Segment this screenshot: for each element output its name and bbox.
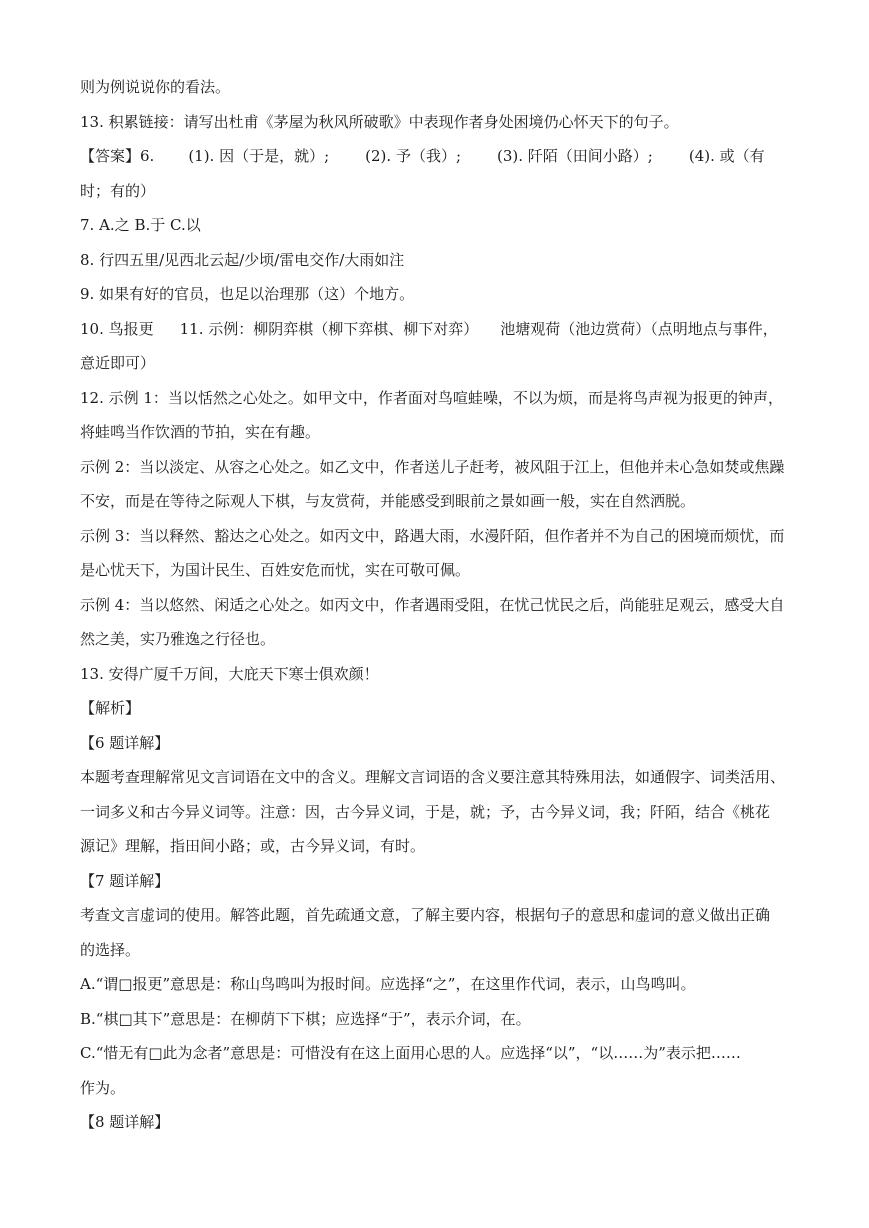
answer-line-6 (80, 139, 792, 174)
text-line: 时；有的） (80, 181, 156, 200)
text-line: 然之美，实乃雅逸之行径也。 (80, 630, 276, 648)
answer-9: 9. 如果有好的官员，也足以治理那（这）个地方。 (80, 285, 415, 303)
answer-12-example-2: 示例 2：当以淡定、从容之心处之。如乙文中，作者送儿子赶考，被风阻于江上，但他并未心急如焚或焦躁 (80, 457, 785, 476)
text-line: 一词多义和古今异义词等。注意：因，古今异义词，于是，就；予，古今异义词，我；阡陌，结合《桃花 (80, 802, 771, 821)
text-line: 作为。 (80, 1078, 126, 1097)
text-line: 不安，而是在等待之际观人下棋，与友赏荷，并能感受到眼前之景如画一般，实在自然洒脱。 (80, 492, 696, 510)
answer-8: 8. 行四五里/见西北云起/少顷/雷电交作/大雨如注 (80, 250, 405, 269)
text-line: 则为例说说你的看法。 (80, 78, 231, 96)
answer-11-cont: 池塘观荷（池边赏荷）（点明地点与事件， (500, 319, 778, 338)
answer-item: (2). 予（我）; (365, 147, 461, 165)
section-heading-analysis: 【解析】 (80, 699, 141, 717)
section-heading-q8: 【8 题详解】 (80, 1113, 170, 1131)
option-b-explanation: B.“棋□其下”意思是：在柳荫下下棋；应选择“于”，表示介词，在。 (80, 1009, 531, 1028)
document-page (80, 70, 792, 1140)
text-line: 的选择。 (80, 940, 141, 959)
answer-10: 10. 鸟报更 (80, 319, 154, 338)
text-line: 源记》理解，指田间小路；或，古今异义词，有时。 (80, 837, 426, 855)
text-line: 意近即可） (80, 354, 156, 372)
answer-item: (4). 或（有 (688, 147, 765, 165)
answer-label: 【答案】6. (80, 147, 155, 165)
text-line: 是心忧天下，为国计民生、百姓安危而忧，实在可敬可佩。 (80, 561, 471, 579)
answer-12-example-4: 示例 4：当以悠然、闲适之心处之。如丙文中，作者遇雨受阻，在忧己忧民之后，尚能驻足观云，感受大自 (80, 595, 785, 614)
answer-7: 7. A.之 B.于 C.以 (80, 216, 201, 234)
text-line: 考查文言虚词的使用。解答此题，首先疏通文意，了解主要内容，根据句子的意思和虚词的意义做出正确 (80, 906, 771, 924)
text-line: 本题考查理解常见文言词语在文中的含义。理解文言词语的含义要注意其特殊用法，如通假字、词类活用、 (80, 768, 786, 786)
answer-item: (3). 阡陌（田间小路）; (497, 147, 653, 165)
text-line: 将蛙鸣当作饮酒的节拍，实在有趣。 (80, 423, 321, 441)
answer-12-example-3: 示例 3：当以释然、豁达之心处之。如丙文中，路遇大雨，水漫阡陌，但作者并不为自己的困境而烦忧，而 (80, 526, 785, 545)
answer-10-11 (80, 312, 792, 347)
section-heading-q7: 【7 题详解】 (80, 871, 170, 890)
answer-item: (1). 因（于是，就）; (188, 147, 330, 165)
answer-11: 11. 示例：柳阴弈棋（柳下弈棋、柳下对弈） (179, 319, 479, 338)
question-13: 13. 积累链接：请写出杜甫《茅屋为秋风所破歌》中表现作者身处困境仍心怀天下的句子。 (80, 112, 679, 131)
option-c-explanation: C.“惜无有□此为念者”意思是：可惜没有在这上面用心思的人。应选择“以”，“以……为”表示把…… (80, 1044, 741, 1062)
answer-12-example-1: 12. 示例 1：当以恬然之心处之。如甲文中，作者面对鸟喧蛙噪，不以为烦，而是将鸟声视为报更的钟声， (80, 388, 783, 407)
answer-13: 13. 安得广厦千万间，大庇天下寒士俱欢颜！ (80, 664, 379, 683)
option-a-explanation: A.“谓□报更”意思是：称山鸟鸣叫为报时间。应选择“之”，在这里作代词，表示，山鸟鸣叫。 (80, 975, 696, 993)
section-heading-q6: 【6 题详解】 (80, 733, 170, 752)
